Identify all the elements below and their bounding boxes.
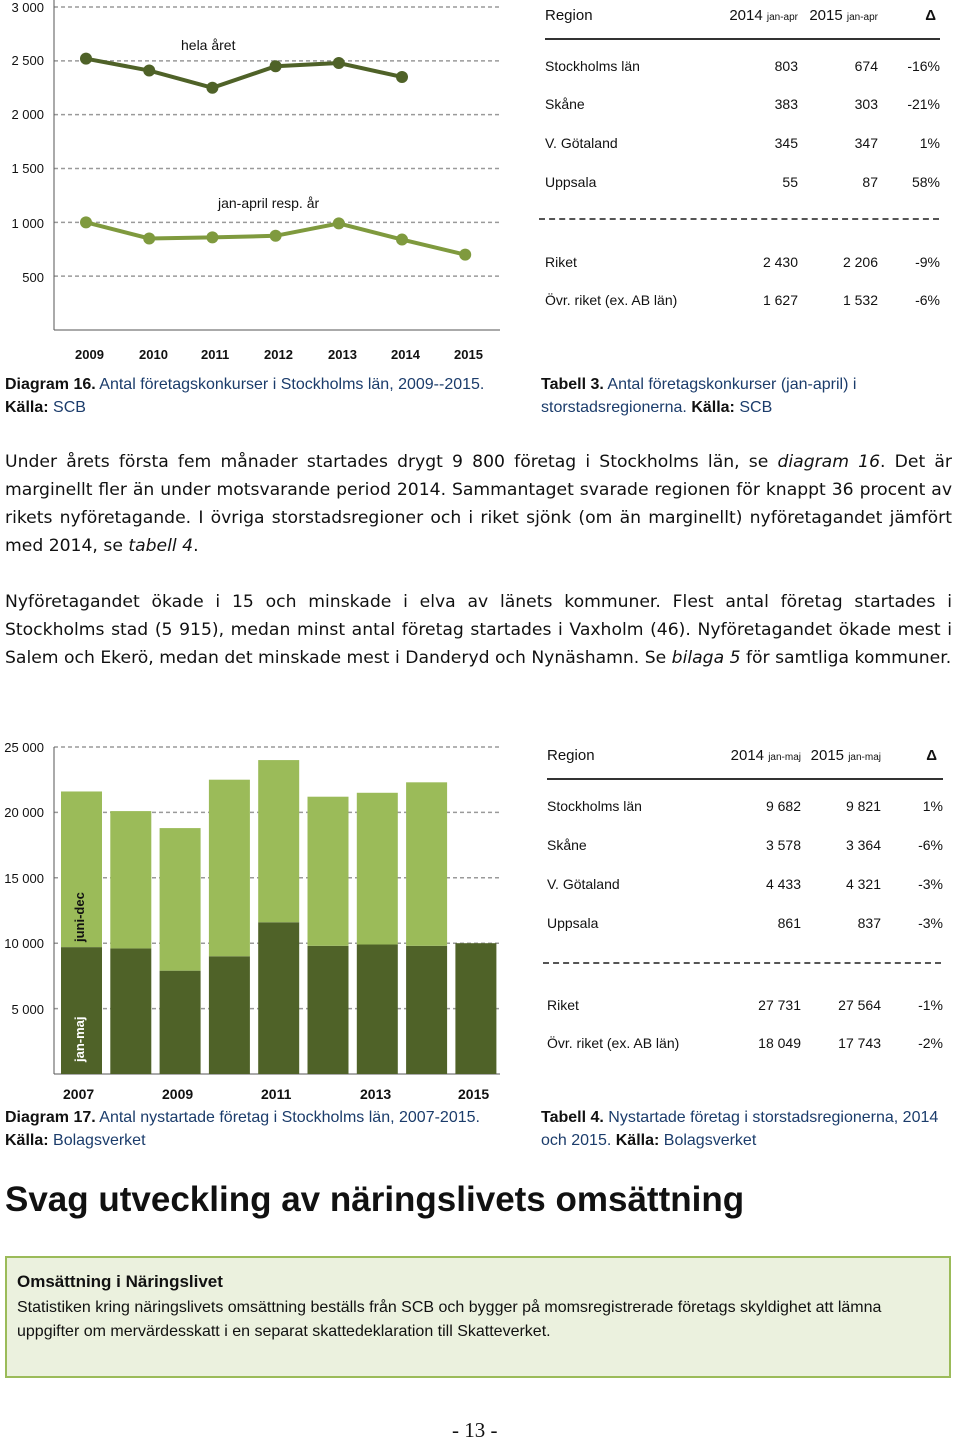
x-tick: 2013 [360,1086,392,1102]
data-point [80,216,92,228]
caption-source-label: Källa: [5,399,49,416]
bar-jan-maj [160,971,201,1074]
header-year-1: 2014 jan-maj [730,747,801,764]
y-tick: 3 000 [11,0,44,15]
caption-source: SCB [53,399,86,416]
data-point [396,234,408,246]
data-point [333,217,345,229]
bar-jan-maj [110,948,151,1074]
y-tick: 2 000 [11,107,44,122]
x-tick: 2015 [454,347,483,362]
table-row: Övr. riket (ex. AB län) 1 627 1 532 -6% [545,292,940,308]
series-label-juni-dec: juni-dec [72,892,87,942]
paragraph: Under årets första fem månader startades drygt 9 800 företag i Stockholms län, se diagram 16. Det är marginellt fler än under motsvarande period 2014. Sammantaget svarade regionen för knappt 36 procent av rikets nyföretagande. I övriga storstadsregioner och i riket sjönk (om än marginellt) nyföretagandet jämfört med 2014, se tabell 4. [5,452,952,556]
series-label-jan-maj: jan-maj [72,1016,87,1062]
caption-source: Bolagsverket [53,1132,146,1149]
table-header [545,7,940,27]
y-tick: 20 000 [4,805,44,820]
bar-juni-dec [308,797,349,946]
body-text [5,448,952,700]
caption-source: SCB [739,399,773,416]
caption-table-4 [541,1106,941,1152]
caption-text: Antal företagskonkurser (jan-april) i storstadsregionerna. [541,376,857,416]
table-row: Riket 2 430 2 206 -9% [545,254,940,270]
caption-table-3 [541,373,941,419]
table-row: Stockholms län 803 674 -16% [545,58,940,74]
bar-juni-dec [357,793,398,945]
link-bilaga-5: bilaga 5 [671,648,741,668]
bar-jan-maj [209,956,250,1074]
link-diagram-16: diagram 16 [777,452,881,472]
bar-juni-dec [209,780,250,957]
data-point [206,82,218,94]
data-point [270,60,282,72]
table-row: Riket 27 731 27 564 -1% [547,997,943,1013]
data-point [270,230,282,242]
data-point [80,53,92,65]
x-tick: 2009 [75,347,104,362]
y-tick: 1 000 [11,216,44,231]
caption-text: Antal nystartade företag i Stockholms län, 2007-2015. [99,1109,480,1126]
series-line [86,59,402,88]
x-tick: 2010 [139,347,168,362]
y-tick: 15 000 [4,871,44,886]
header-region: Region [547,747,595,764]
section-heading: Svag utveckling av näringslivets omsättning [5,1180,745,1219]
table-row: Skåne 3 578 3 364 -6% [547,837,943,853]
caption-source: Bolagsverket [663,1132,757,1149]
y-tick: 1 500 [11,161,44,176]
data-point [396,71,408,83]
paragraph: Nyföretagandet ökade i 15 och minskade i elva av länets kommuner. Flest antal företag startades i Stockholms stad (5 915), medan minst antal företag startades i Vaxholm (46). Nyföretagandet ökade mest i Salem och Ekerö, medan det minskade mest i Danderyd och Nynäshamn. Se bilaga 5 för samtliga kommuner. [5,592,952,668]
x-tick: 2011 [201,347,230,362]
y-tick: 500 [22,270,44,285]
y-tick: 5 000 [11,1002,44,1017]
x-tick: 2013 [328,347,357,362]
x-tick: 2014 [391,347,420,362]
caption-text: Antal företagskonkurser i Stockholms län, 2009--2015. [99,376,485,393]
x-tick: 2009 [162,1086,194,1102]
table-4 [547,740,943,1060]
x-tick: 2007 [63,1086,95,1102]
data-point [143,65,155,77]
x-tick: 2012 [264,347,293,362]
table-row: Stockholms län 9 682 9 821 1% [547,798,943,814]
caption-source-label: Källa: [615,1132,660,1149]
table-row: Uppsala 861 837 -3% [547,915,943,931]
table-row: V. Götaland 345 347 1% [545,135,940,151]
bar-juni-dec [406,782,447,946]
bar-jan-maj [308,946,349,1074]
caption-label: Tabell 3. [541,376,604,393]
caption-label: Tabell 4. [541,1109,604,1126]
caption-text: Nystartade företag i storstadsregionerna, 2014 och 2015. [541,1109,939,1149]
header-year-2: 2015 jan-apr [809,7,878,24]
table-row: Skåne 383 303 -21% [545,96,940,112]
line-chart-16 [0,0,520,345]
caption-diagram-16 [5,373,505,419]
bar-jan-maj [455,943,496,1074]
link-tabell-4: tabell 4 [128,536,194,556]
bar-jan-maj [258,922,299,1074]
page-number: - 13 - [452,1418,498,1442]
caption-source-label: Källa: [691,399,735,416]
data-point [333,57,345,69]
bar-juni-dec [258,760,299,922]
header-region: Region [545,7,593,24]
data-point [143,232,155,244]
table-header [547,747,943,767]
caption-label: Diagram 17. [5,1109,96,1126]
caption-diagram-17 [5,1106,505,1152]
series-label-jan-april: jan-april resp. år [218,195,320,211]
caption-label: Diagram 16. [5,376,96,393]
info-box [5,1256,951,1378]
bar-jan-maj [406,946,447,1074]
bar-juni-dec [160,828,201,971]
y-tick: 10 000 [4,936,44,951]
bar-jan-maj [357,945,398,1074]
table-row: Uppsala 55 87 58% [545,174,940,190]
info-box-title: Omsättning i Näringslivet [17,1272,223,1291]
data-point [459,249,471,261]
x-tick: 2015 [458,1086,490,1102]
header-delta: Δ [925,7,936,24]
series-label-hela-aret: hela året [181,37,236,53]
header-year-1: 2014 jan-apr [729,7,798,24]
data-point [206,231,218,243]
y-tick: 2 500 [11,53,44,68]
bar-juni-dec [110,811,151,948]
table-row: V. Götaland 4 433 4 321 -3% [547,876,943,892]
y-tick: 25 000 [4,740,44,755]
table-3 [545,0,940,320]
info-box-text: Statistiken kring näringslivets omsättning beställs från SCB och bygger på momsregistrerade företags skyldighet att lämna uppgifter om mervärdesskatt i en separat skattedeklaration till Skatteverket. [17,1299,882,1340]
header-delta: Δ [926,747,937,764]
table-row: Övr. riket (ex. AB län) 18 049 17 743 -2% [547,1035,943,1051]
x-tick: 2011 [261,1086,292,1102]
header-year-2: 2015 jan-maj [810,747,881,764]
caption-source-label: Källa: [5,1132,49,1149]
